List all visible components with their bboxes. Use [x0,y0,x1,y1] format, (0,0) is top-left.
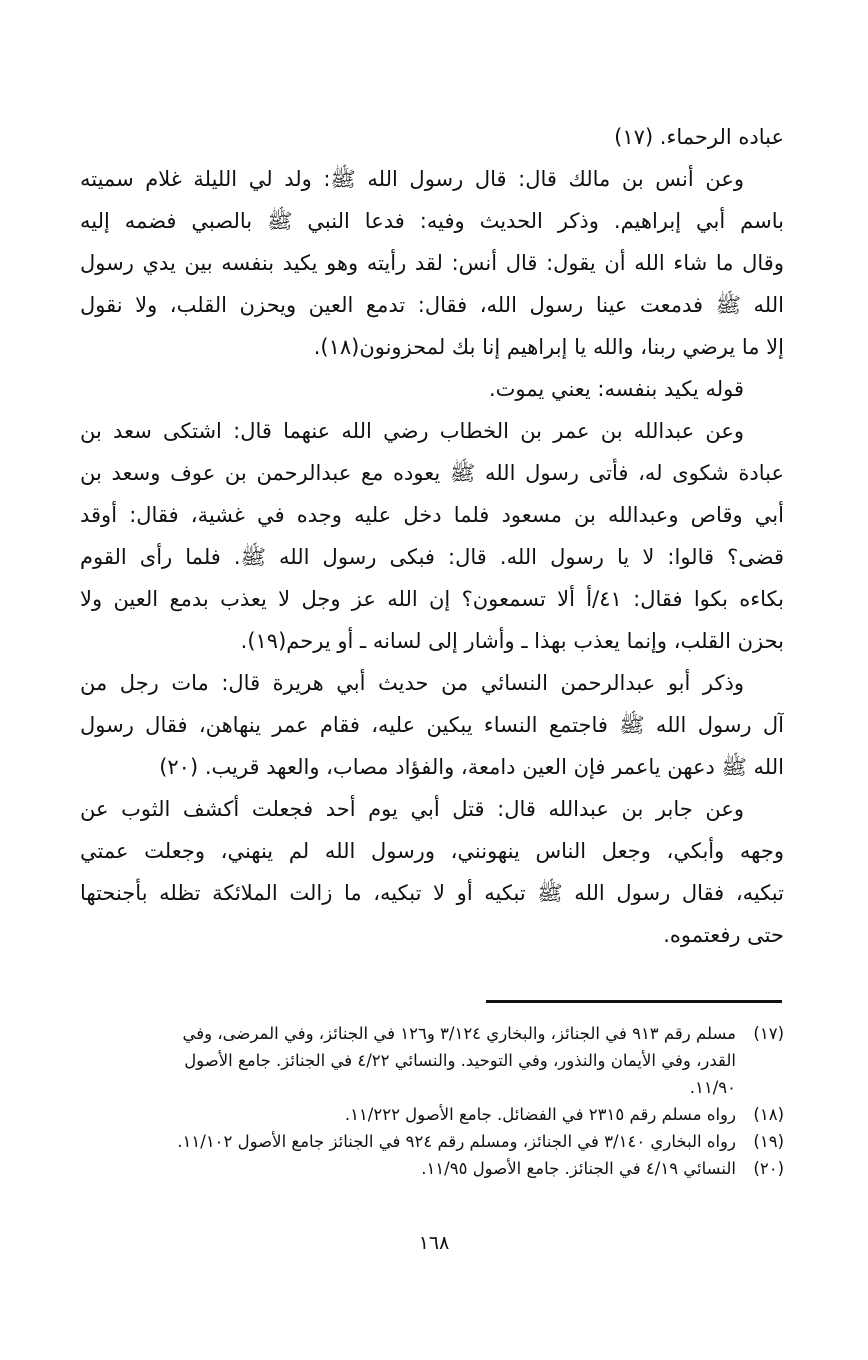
text-line: قوله يكيد بنفسه: يعني يموت. [488,377,744,401]
text-line: بكاءه بكوا فقال: ٤١/أ ألا تسمعون؟ إن الله عز وجل لا يعذب بدمع العين ولا [80,587,784,611]
footnote-17 [80,1020,784,1101]
footnote-text [80,1101,736,1128]
footnote-number: (٢٠) [753,1159,784,1178]
text-line: آل رسول الله ﷺ فاجتمع النساء يبكين عليه، فقام عمر ينهاهن، فقال رسول [80,713,784,737]
text-line: أبي وقاص وعبدالله بن مسعود فلما دخل عليه وجده في غشية، فقال: أوقد [80,503,784,527]
text-line: وعن عبدالله بن عمر بن الخطاب رضي الله عنهما قال: اشتكى سعد بن [80,419,744,443]
text-line: قضى؟ قالوا: لا يا رسول الله. قال: فبكى رسول الله ﷺ. فلما رأى القوم [80,545,784,569]
footnote-20 [80,1155,784,1182]
text-line: وعن جابر بن عبدالله قال: قتل أبي يوم أحد فجعلت أكشف الثوب عن [80,797,744,821]
footnote-19 [80,1128,784,1155]
text-line: حتى رفعتموه. [663,923,784,947]
text-line: بحزن القلب، وإنما يعذب بهذا ـ وأشار إلى لسانه ـ أو يرحم(١٩). [240,629,784,653]
page-number: ١٦٨ [418,1232,450,1254]
footnote-line: رواه البخاري ٣/١٤٠ في الجنائز، ومسلم رقم ٩٢٤ في الجنائز جامع الأصول ١١/١٠٢. [177,1132,736,1151]
text-line: عباده الرحماء. (١٧) [614,125,784,149]
footnotes [80,1020,784,1182]
text-line: وقال ما شاء الله أن يقول: قال أنس: لقد رأيته وهو يكيد بنفسه بين يدي رسول [80,251,784,275]
footnote-line: النسائي ٤/١٩ في الجنائز. جامع الأصول ١١/٩٥. [421,1159,736,1178]
footnote-number: (١٨) [753,1105,784,1124]
footnote-text [80,1155,736,1182]
text-line: عبادة شكوى له، فأتى رسول الله ﷺ يعوده مع عبدالرحمن بن عوف وسعد بن [80,461,784,485]
text-line: الله ﷺ دعهن ياعمر فإن العين دامعة، والفؤاد مصاب، والعهد قريب. (٢٠) [159,755,784,779]
text-line: تبكيه، فقال رسول الله ﷺ تبكيه أو لا تبكيه، ما زالت الملائكة تظله بأجنحتها [80,881,784,905]
footnote-number: (١٧) [753,1024,784,1043]
main-text [80,116,784,956]
footnote-18 [80,1101,784,1128]
text-line: الله ﷺ فدمعت عينا رسول الله، فقال: تدمع العين ويحزن القلب، ولا نقول [80,293,784,317]
text-line: إلا ما يرضي ربنا، والله يا إبراهيم إنا بك لمحزونون(١٨). [313,335,784,359]
footnote-line: رواه مسلم رقم ٢٣١٥ في الفضائل. جامع الأصول ١١/٢٢٢. [344,1105,736,1124]
footnote-separator [486,1000,782,1003]
footnote-line: ١١/٩٠. [689,1078,736,1097]
text-line: باسم أبي إبراهيم. وذكر الحديث وفيه: فدعا النبي ﷺ بالصبي فضمه إليه [80,209,784,233]
footnote-text [80,1128,736,1155]
text-line: وذكر أبو عبدالرحمن النسائي من حديث أبي هريرة قال: مات رجل من [80,671,744,695]
footnote-line: القدر، وفي الأيمان والنذور، وفي التوحيد. والنسائي ٤/٢٢ في الجنائز. جامع الأصول [184,1051,736,1070]
text-line: وعن أنس بن مالك قال: قال رسول الله ﷺ: ولد لي الليلة غلام سميته [80,167,744,191]
footnote-line: مسلم رقم ٩١٣ في الجنائز، والبخاري ٣/١٢٤ و١٢٦ في الجنائز، وفي المرضى، وفي [182,1024,736,1043]
footnote-text [80,1020,736,1101]
text-line: وجهه وأبكي، وجعل الناس ينهونني، ورسول الله لم ينهني، وجعلت عمتي [80,839,784,863]
footnote-number: (١٩) [753,1132,784,1151]
